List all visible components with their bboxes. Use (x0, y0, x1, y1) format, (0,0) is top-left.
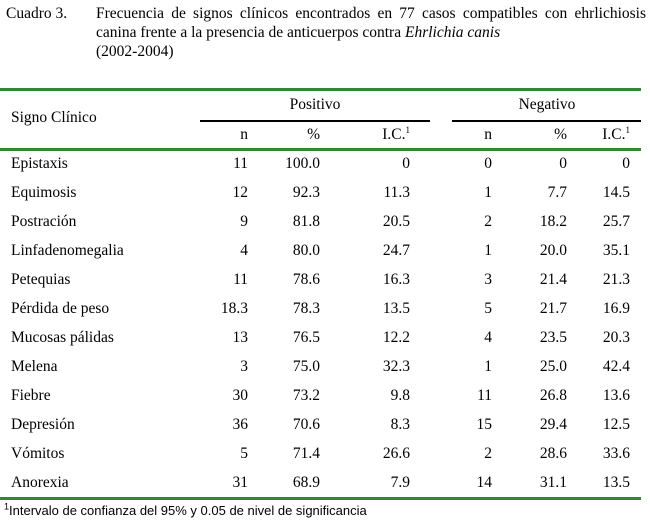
header-signo-clinico: Signo Clínico (11, 109, 97, 126)
header-positivo: Positivo (289, 96, 341, 113)
cell-nn: 3 (484, 271, 492, 288)
cell-pic: 8.3 (390, 416, 410, 433)
cell-pic: 16.3 (382, 271, 410, 288)
cell-pic: 24.7 (382, 242, 410, 259)
cell-pp: 76.5 (292, 329, 320, 346)
cell-pic: 13.5 (382, 300, 410, 317)
subheader-pos-pct: % (307, 126, 320, 143)
subheader-neg-n: n (484, 126, 492, 143)
cell-signo: Petequias (11, 271, 71, 288)
cell-signo: Vómitos (11, 445, 65, 462)
cell-pn: 4 (240, 242, 248, 259)
cell-pic: 12.2 (382, 329, 410, 346)
cell-nic: 12.5 (602, 416, 630, 433)
cell-nn: 2 (484, 445, 492, 462)
cell-signo: Linfadenomegalia (11, 242, 124, 259)
cell-pn: 11 (233, 155, 248, 172)
cell-signo: Melena (11, 358, 58, 375)
cell-nn: 14 (476, 474, 492, 491)
cell-signo: Postración (11, 213, 77, 230)
cell-nn: 15 (476, 416, 492, 433)
subheader-pos-n: n (240, 126, 248, 143)
cell-nn: 2 (484, 213, 492, 230)
cell-nic: 0 (622, 155, 630, 172)
cell-signo: Fiebre (11, 387, 51, 404)
cell-nn: 0 (484, 155, 492, 172)
caption-years: (2002-2004) (96, 43, 174, 60)
cell-pic: 11.3 (383, 184, 410, 201)
cell-nic: 35.1 (602, 242, 630, 259)
caption-label: Cuadro 3. (6, 5, 68, 22)
caption-text (96, 4, 646, 61)
cell-pn: 13 (232, 329, 248, 346)
cell-np: 18.2 (539, 213, 567, 230)
cell-nn: 1 (484, 184, 492, 201)
cell-np: 7.7 (547, 184, 567, 201)
cell-np: 23.5 (539, 329, 567, 346)
cell-nn: 4 (484, 329, 492, 346)
cell-np: 20.0 (539, 242, 567, 259)
cell-pp: 100.0 (285, 155, 320, 172)
cell-nn: 1 (484, 358, 492, 375)
subheader-pos-ic: I.C.$^1$ (382, 124, 410, 143)
header-bottom-rule (0, 148, 641, 151)
cell-signo: Mucosas pálidas (11, 329, 114, 346)
positive-group-rule (200, 120, 430, 122)
cell-nic: 14.5 (602, 184, 630, 201)
cell-nn: 5 (484, 300, 492, 317)
cell-nic: 13.5 (602, 474, 630, 491)
cell-pp: 81.8 (292, 213, 320, 230)
header-negativo: Negativo (518, 96, 576, 113)
cell-pic: 0 (402, 155, 410, 172)
cell-nic: 16.9 (602, 300, 630, 317)
cell-np: 26.8 (539, 387, 567, 404)
cell-pic: 26.6 (382, 445, 410, 462)
cell-np: 21.4 (539, 271, 567, 288)
cell-pp: 68.9 (292, 474, 320, 491)
footnote: $^1$Intervalo de confianza del 95% y 0.05 de nivel de significancia (4, 501, 367, 518)
cell-pp: 71.4 (292, 445, 320, 462)
cell-np: 28.6 (539, 445, 567, 462)
caption-text-main: Frecuencia de signos clínicos encontrados en 77 casos compatibles con ehrlichiosis canina frente a la presencia de anticuerpos contra (96, 5, 646, 41)
cell-pn: 31 (232, 474, 248, 491)
footnote-text: Intervalo de confianza del 95% y 0.05 de nivel de significancia (9, 503, 367, 518)
cell-np: 29.4 (539, 416, 567, 433)
cell-nn: 1 (484, 242, 492, 259)
table-bottom-rule (0, 497, 641, 500)
cell-nic: 33.6 (602, 445, 630, 462)
cell-pp: 92.3 (292, 184, 320, 201)
cell-signo: Depresión (11, 416, 75, 433)
cell-pp: 78.6 (292, 271, 320, 288)
cell-pp: 80.0 (292, 242, 320, 259)
subheader-neg-pct: % (554, 126, 567, 143)
cell-pn: 11 (233, 271, 248, 288)
cell-signo: Pérdida de peso (11, 300, 110, 317)
cell-pic: 7.9 (390, 474, 410, 491)
cell-pn: 3 (240, 358, 248, 375)
cell-signo: Epistaxis (11, 155, 68, 172)
cell-pp: 75.0 (292, 358, 320, 375)
cell-pn: 5 (240, 445, 248, 462)
cell-pn: 18.3 (220, 300, 248, 317)
cell-nic: 21.3 (602, 271, 630, 288)
cell-pp: 70.6 (292, 416, 320, 433)
cell-pic: 9.8 (390, 387, 410, 404)
cell-nic: 42.4 (602, 358, 630, 375)
cell-pn: 30 (232, 387, 248, 404)
cell-np: 25.0 (539, 358, 567, 375)
cell-pn: 12 (232, 184, 248, 201)
cell-np: 21.7 (539, 300, 567, 317)
cell-signo: Equimosis (11, 184, 77, 201)
cell-signo: Anorexia (11, 474, 69, 491)
cell-pn: 9 (240, 213, 248, 230)
cell-np: 31.1 (539, 474, 567, 491)
cell-pp: 73.2 (292, 387, 320, 404)
cell-pn: 36 (232, 416, 248, 433)
cell-pic: 20.5 (382, 213, 410, 230)
cell-pic: 32.3 (382, 358, 410, 375)
cell-nic: 13.6 (602, 387, 630, 404)
cell-nn: 11 (477, 387, 492, 404)
subheader-neg-ic: I.C.$^1$ (602, 124, 630, 143)
cell-pp: 78.3 (292, 300, 320, 317)
cell-nic: 25.7 (602, 213, 630, 230)
caption-species: Ehrlichia canis (404, 24, 501, 41)
negative-group-rule (452, 120, 641, 122)
cell-np: 0 (559, 155, 567, 172)
cell-nic: 20.3 (602, 329, 630, 346)
table-top-rule (0, 88, 641, 91)
